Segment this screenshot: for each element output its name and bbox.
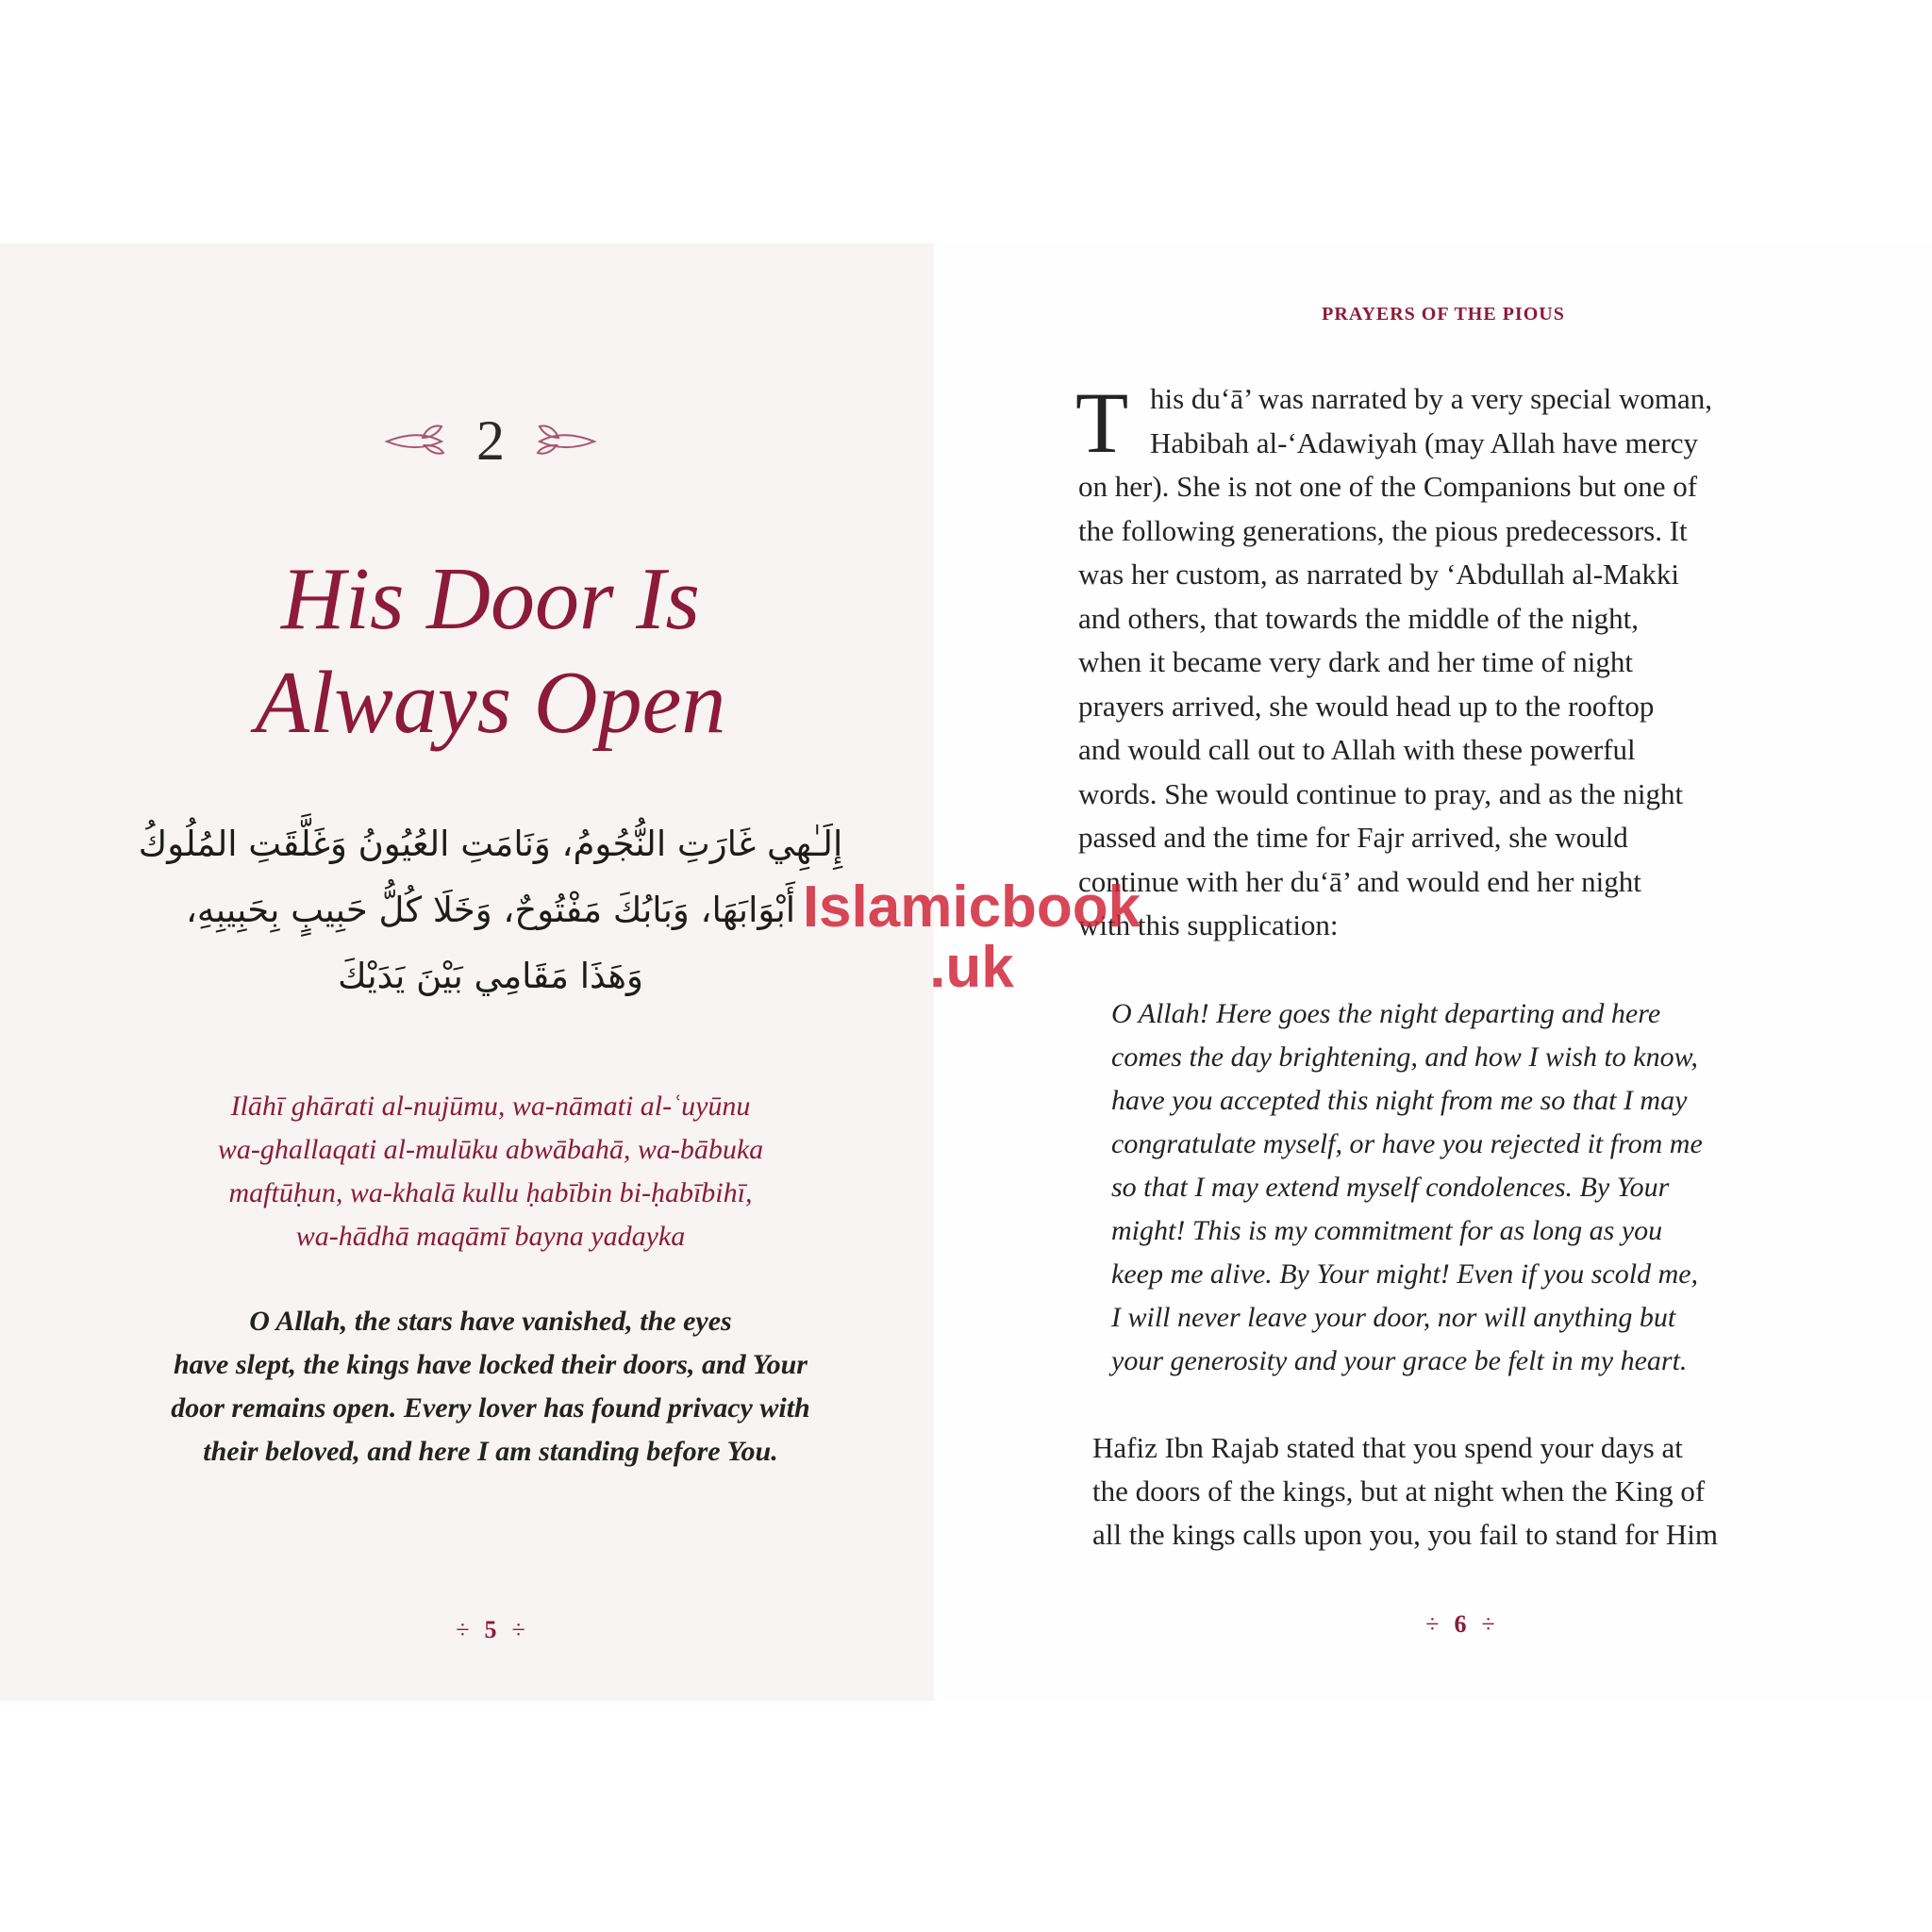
paragraph-line: prayers arrived, she would head up to the rooftop [1078,689,1655,723]
chapter-title [151,547,830,755]
watermark-line: .uk [929,935,1014,1000]
paragraph-line: his du‘ā’ was narrated by a very special woman, [1150,382,1712,415]
quote-line: keep me alive. By Your might! Even if you scold me, [1111,1258,1699,1290]
transliteration-line: wa-ghallaqati al-mulūku abwābahā, wa-bābuka [217,1134,764,1165]
page-number-right [1385,1606,1536,1643]
paragraph-line: words. She would continue to pray, and as the night [1078,776,1684,810]
running-head: PRAYERS OF THE PIOUS [1322,304,1565,325]
paragraph-line: Habibah al-‘Adawiyah (may Allah have mercy [1150,425,1699,459]
quote-line: comes the day brightening, and how I wish to know, [1111,1041,1698,1073]
paragraph-line: with this supplication: [1078,908,1339,941]
quote-line: O Allah! Here goes the night departing and here [1111,998,1661,1029]
transliteration-line: wa-hādhā maqāmī bayna yadayka [295,1221,686,1252]
paragraph-line: all the kings calls upon you, you fail to stand for Him [1092,1518,1718,1551]
chapter-title-line: Always Open [255,654,726,752]
folio-mark-icon: ÷ [1481,1610,1495,1638]
translation-line: O Allah, the stars have vanished, the eyes [249,1306,732,1337]
page-number: 6 [1454,1610,1467,1638]
folio-mark-icon: ÷ [511,1616,525,1643]
folio-mark-icon: ÷ [456,1616,470,1643]
folio-mark-icon: ÷ [1425,1610,1440,1638]
translation-line: have slept, the kings have locked their doors, and Your [174,1349,808,1380]
paragraph-line: Hafiz Ibn Rajab stated that you spend your days at [1092,1431,1683,1464]
arabic-supplication [113,811,868,1009]
watermark [802,874,1141,1000]
chapter-title-line: His Door Is [281,550,700,648]
paragraph-line: the following generations, the pious predecessors. It [1078,513,1688,547]
quote-line: have you accepted this night from me so that I may [1111,1085,1688,1116]
arabic-line: أَبْوَابَهَا، وَبَابُكَ مَفْتُوحٌ، وَخَلَا كُلُّ حَبِيبٍ بِحَبِيبِهِ، [185,890,796,930]
supplication-quote [1111,992,1809,1383]
paragraph-line: the doors of the kings, but at night when the King of [1092,1474,1706,1507]
english-translation [113,1300,868,1474]
transliteration-line: Ilāhī ghārati al-nujūmu, wa-nāmati al-ʿuyūnu [230,1091,751,1122]
quote-line: so that I may extend myself condolences. By Your [1111,1172,1670,1203]
quote-line: your generosity and your grace be felt in my heart. [1111,1345,1688,1376]
translation-line: door remains open. Every lover has found privacy with [171,1392,810,1424]
paragraph-line: continue with her du‘ā’ and would end her night [1078,864,1641,898]
arabic-line: وَهَذَا مَقَامِي بَيْنَ يَدَيْكَ [338,956,643,996]
quote-line: might! This is my commitment for as long as you [1111,1215,1663,1246]
paragraph-2 [1092,1426,1828,1557]
paragraph-line: when it became very dark and her time of night [1078,645,1633,678]
arabic-line: إِلَـٰهِي غَارَتِ النُّجُومُ، وَنَامَتِ العُيُونُ وَغَلَّقَتِ المُلُوكُ [138,824,843,864]
paragraph-line: was her custom, as narrated by ‘Abdullah al-Makki [1078,558,1680,591]
page-number: 5 [484,1616,497,1643]
paragraph-line: and would call out to Allah with these powerful [1078,733,1636,766]
page-number-left [415,1611,566,1649]
drop-cap: T [1075,375,1129,471]
paragraph-1 [1078,377,1824,948]
chapter-number: 2 [476,409,505,472]
watermark-line: Islamicbook [802,874,1141,940]
paragraph-line: passed and the time for Fajr arrived, she would [1078,821,1628,854]
transliteration [142,1085,840,1258]
paragraph-line: on her). She is not one of the Companions but one of [1078,470,1698,503]
transliteration-line: maftūḥun, wa-khalā kullu ḥabībin bi-ḥabībihī, [228,1177,753,1208]
paragraph-line: and others, that towards the middle of the night, [1078,601,1640,635]
translation-line: their beloved, and here I am standing before You. [203,1436,778,1467]
quote-line: I will never leave your door, nor will anything but [1111,1302,1676,1333]
quote-line: congratulate myself, or have you rejected it from me [1111,1128,1703,1159]
